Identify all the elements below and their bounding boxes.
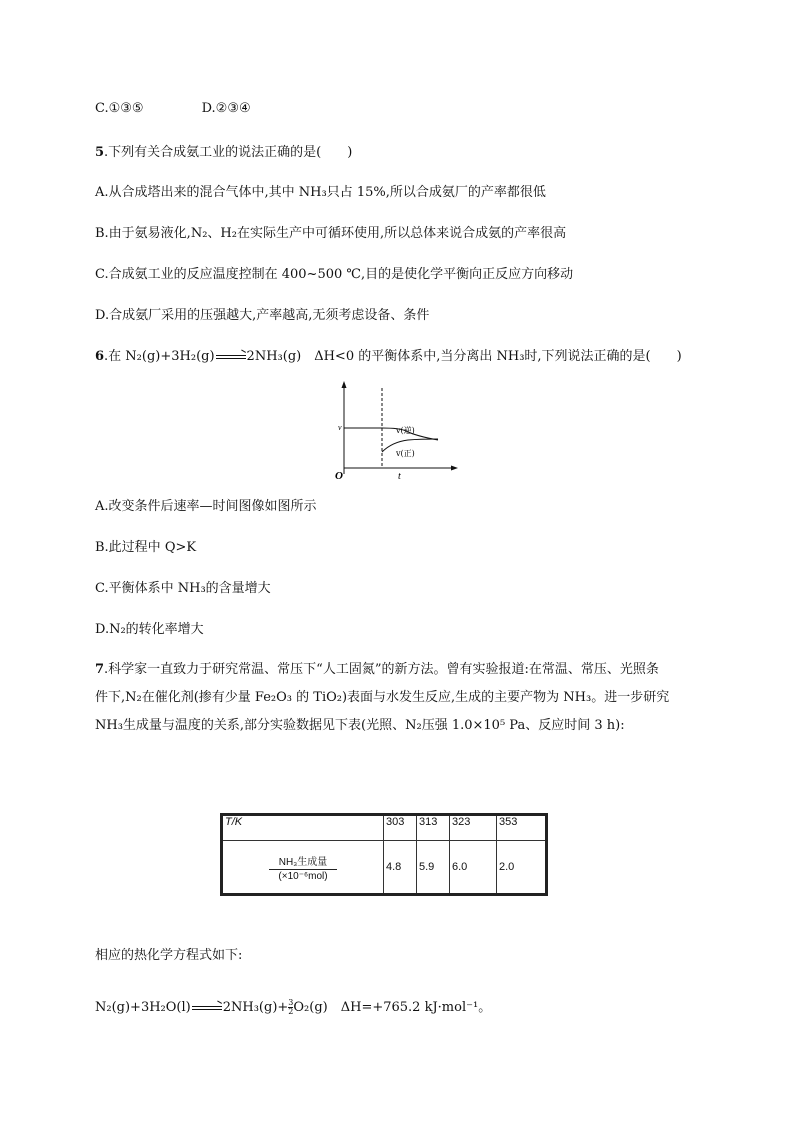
table-header-cell: 323 [450, 815, 497, 841]
table-header-cell: 303 [384, 815, 417, 841]
eq-reactants: N₂(g)+3H₂O(l) [95, 1000, 191, 1015]
table-header-cell: 353 [497, 815, 547, 841]
origin-label: O [335, 470, 343, 482]
eq-tail: O₂(g) ΔH=+765.2 kJ·mol⁻¹。 [293, 1000, 492, 1015]
q5-stem-text: .下列有关合成氨工业的说法正确的是( ) [104, 145, 353, 160]
equilibrium-arrow-icon [216, 353, 246, 361]
q5-number: 5 [95, 145, 105, 160]
option-line-prev [95, 100, 251, 118]
eq-products: 2NH₃(g)+ [222, 1000, 289, 1015]
row-label-denominator: (×10⁻⁶mol) [278, 870, 328, 882]
q5-option-c: C.合成氨工业的反应温度控制在 400~500 ℃,目的是使化学平衡向正反应方向移动 [95, 267, 574, 282]
q7-number: 7 [95, 662, 105, 677]
eq-fraction-denominator: 2 [288, 1007, 294, 1016]
nh3-data-table [220, 813, 548, 896]
q5-option-b: B.由于氨易液化,N₂、H₂在实际生产中可循环使用,所以总体来说合成氨的产率很高 [95, 226, 567, 241]
upper-curve-label: v(逆) [396, 426, 415, 435]
q6-stem [95, 348, 682, 366]
table-header-cell: T/K [222, 815, 384, 841]
q7-line-1 [95, 661, 659, 679]
eq-fraction-numerator: 3 [288, 998, 294, 1007]
option-d: D.②③④ [201, 101, 251, 116]
y-axis-arrow-icon [342, 381, 347, 388]
q7-line-1-text: .科学家一直致力于研究常温、常压下“人工固氮”的新方法。曾有实验报道:在常温、常压、光照条 [104, 662, 659, 677]
q7-after-table: 相应的热化学方程式如下: [95, 948, 243, 963]
table-header-cell: 313 [417, 815, 450, 841]
option-c: C.①③⑤ [95, 101, 144, 116]
q5-option-a: A.从合成塔出来的混合气体中,其中 NH₃只占 15%,所以合成氨厂的产率都很低 [95, 185, 546, 200]
x-axis-arrow-icon [451, 466, 458, 471]
table-cell: 5.9 [417, 841, 450, 895]
table-header-row [222, 815, 547, 841]
q5-stem [95, 144, 352, 162]
table-cell: 2.0 [497, 841, 547, 895]
q7-line-3: NH₃生成量与温度的关系,部分实验数据见下表(光照、N₂压强 1.0×10⁵ Pa、反应时间 3 h): [95, 718, 625, 733]
lower-curve-label: v(正) [396, 449, 415, 458]
q6-option-b: B.此过程中 Q>K [95, 540, 197, 555]
q5-option-d: D.合成氨厂采用的压强越大,产率越高,无须考虑设备、条件 [95, 308, 430, 323]
q6-option-a: A.改变条件后速率—时间图像如图所示 [95, 499, 317, 514]
row-label-fraction [269, 853, 338, 882]
table-cell: 6.0 [450, 841, 497, 895]
q6-option-c: C.平衡体系中 NH₃的含量增大 [95, 581, 271, 596]
q7-line-2: 件下,N₂在催化剂(掺有少量 Fe₂O₃ 的 TiO₂)表面与水发生反应,生成的主要产物为 NH₃。进一步研究 [95, 690, 670, 705]
thermochemical-equation [95, 999, 491, 1017]
q6-option-d: D.N₂的转化率增大 [95, 622, 204, 637]
q6-stem-post: 2NH₃(g) ΔH<0 的平衡体系中,当分离出 NH₃时,下列说法正确的是( ) [246, 349, 682, 364]
q6-stem-pre: .在 N₂(g)+3H₂(g) [104, 349, 215, 364]
x-axis-label: t [398, 471, 401, 482]
table-row [222, 841, 547, 895]
table-cell: 4.8 [384, 841, 417, 895]
row-label-numerator: NH₃生成量 [269, 853, 338, 870]
equilibrium-arrow-icon [192, 1004, 222, 1012]
rate-time-graph [330, 378, 460, 483]
y-axis-label: v [338, 423, 342, 432]
table-row-label [222, 841, 384, 895]
q6-number: 6 [95, 349, 105, 364]
